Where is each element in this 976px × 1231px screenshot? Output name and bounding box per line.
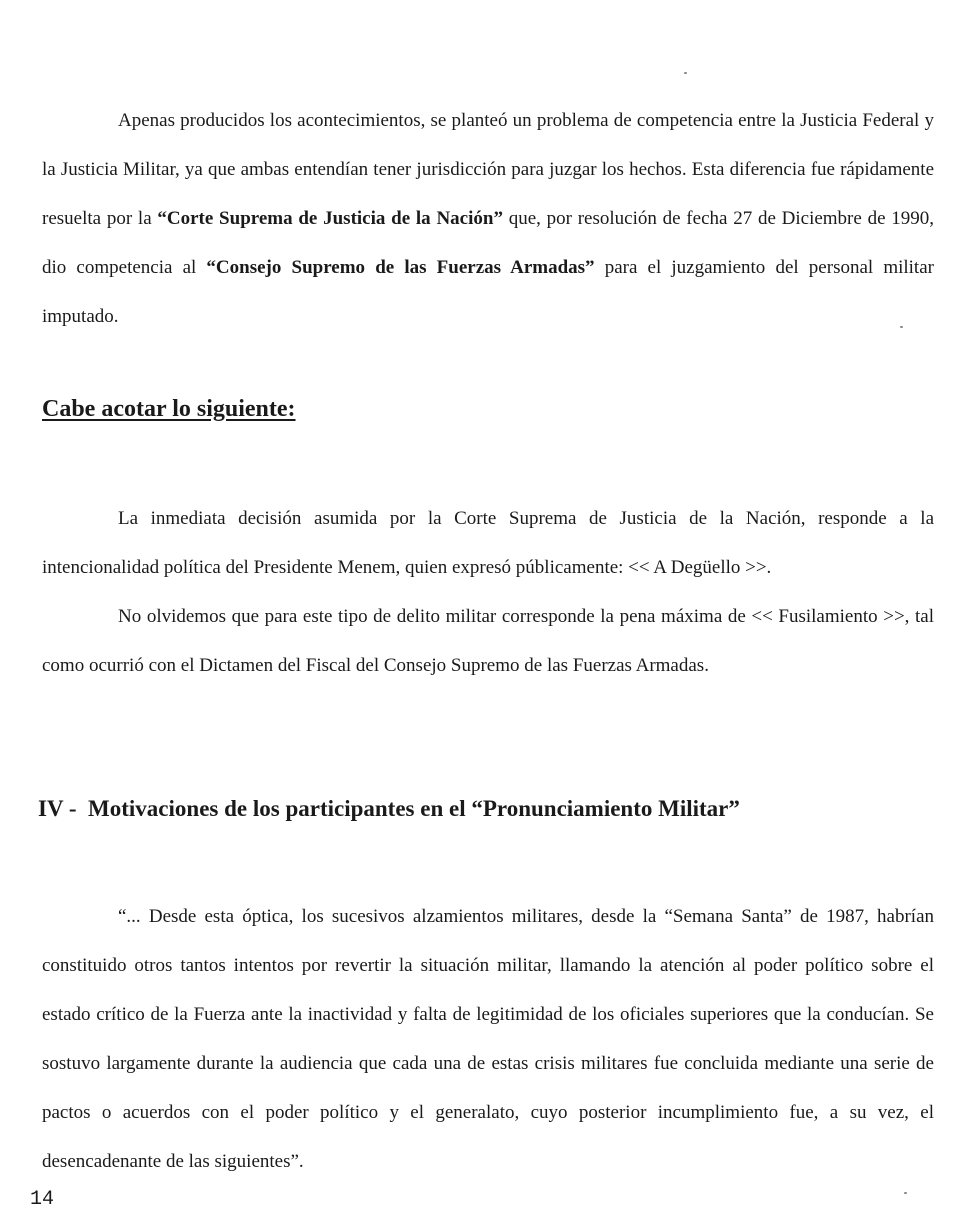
scan-speck <box>684 72 687 74</box>
paragraph-quote: “... Desde esta óptica, los sucesivos alzamientos militares, desde la “Semana Santa” de 1987, habrían constituido otros tantos intentos por revertir la situación militar, llamando la atención al poder político sobre el estado crítico de la Fuerza ante la inactividad y falta de legitimidad de los oficiales superiores que la conducían. Se sostuvo largamente durante la audiencia que cada una de estas crisis militares fue concluida mediante una serie de pactos o acuerdos con el poder político y el generalato, cuyo posterior incumplimiento fue, a su vez, el desencadenante de las siguientes”. <box>42 906 934 1172</box>
page-number: 14 <box>30 1188 55 1211</box>
bold-consejo-supremo: “Consejo Supremo de las Fuerzas Armadas” <box>206 257 595 278</box>
paragraph-decision: La inmediata decisión asumida por la Corte Suprema de Justicia de la Nación, responde a la intencionalidad política del Presidente Menem, quien expresó públicamente: << A Degüello >>. <box>42 508 934 578</box>
paragraph-text: que, por resolución de fecha 27 de Diciembre de 1990, dio competencia al <box>42 208 935 278</box>
paragraph-fusilamiento: No olvidemos que para este tipo de delito militar corresponde la pena máxima de << Fusilamiento >>, tal como ocurrió con el Dictamen del Fiscal del Consejo Supremo de las Fuerzas Armadas. <box>42 606 934 676</box>
paragraph-text: Apenas producidos los acontecimientos, se planteó un problema de competencia entre la Justicia Federal y la Justicia Militar, ya que ambas entendían tener jurisdicción para juzgar los hechos. Esta diferencia fue rápidamente resuelta por la <box>42 110 934 229</box>
heading-cabe-acotar: Cabe acotar lo siguiente: <box>42 396 296 422</box>
scan-speck <box>904 1192 907 1194</box>
scan-speck <box>900 326 903 328</box>
heading-section-iv: IV - Motivaciones de los participantes en el “Pronunciamiento Militar” <box>38 796 740 821</box>
paragraph-text: para el juzgamiento del personal militar imputado. <box>42 257 934 327</box>
bold-corte-suprema: “Corte Suprema de Justicia de la Nación” <box>157 208 503 229</box>
paragraph-competencia <box>42 96 934 341</box>
